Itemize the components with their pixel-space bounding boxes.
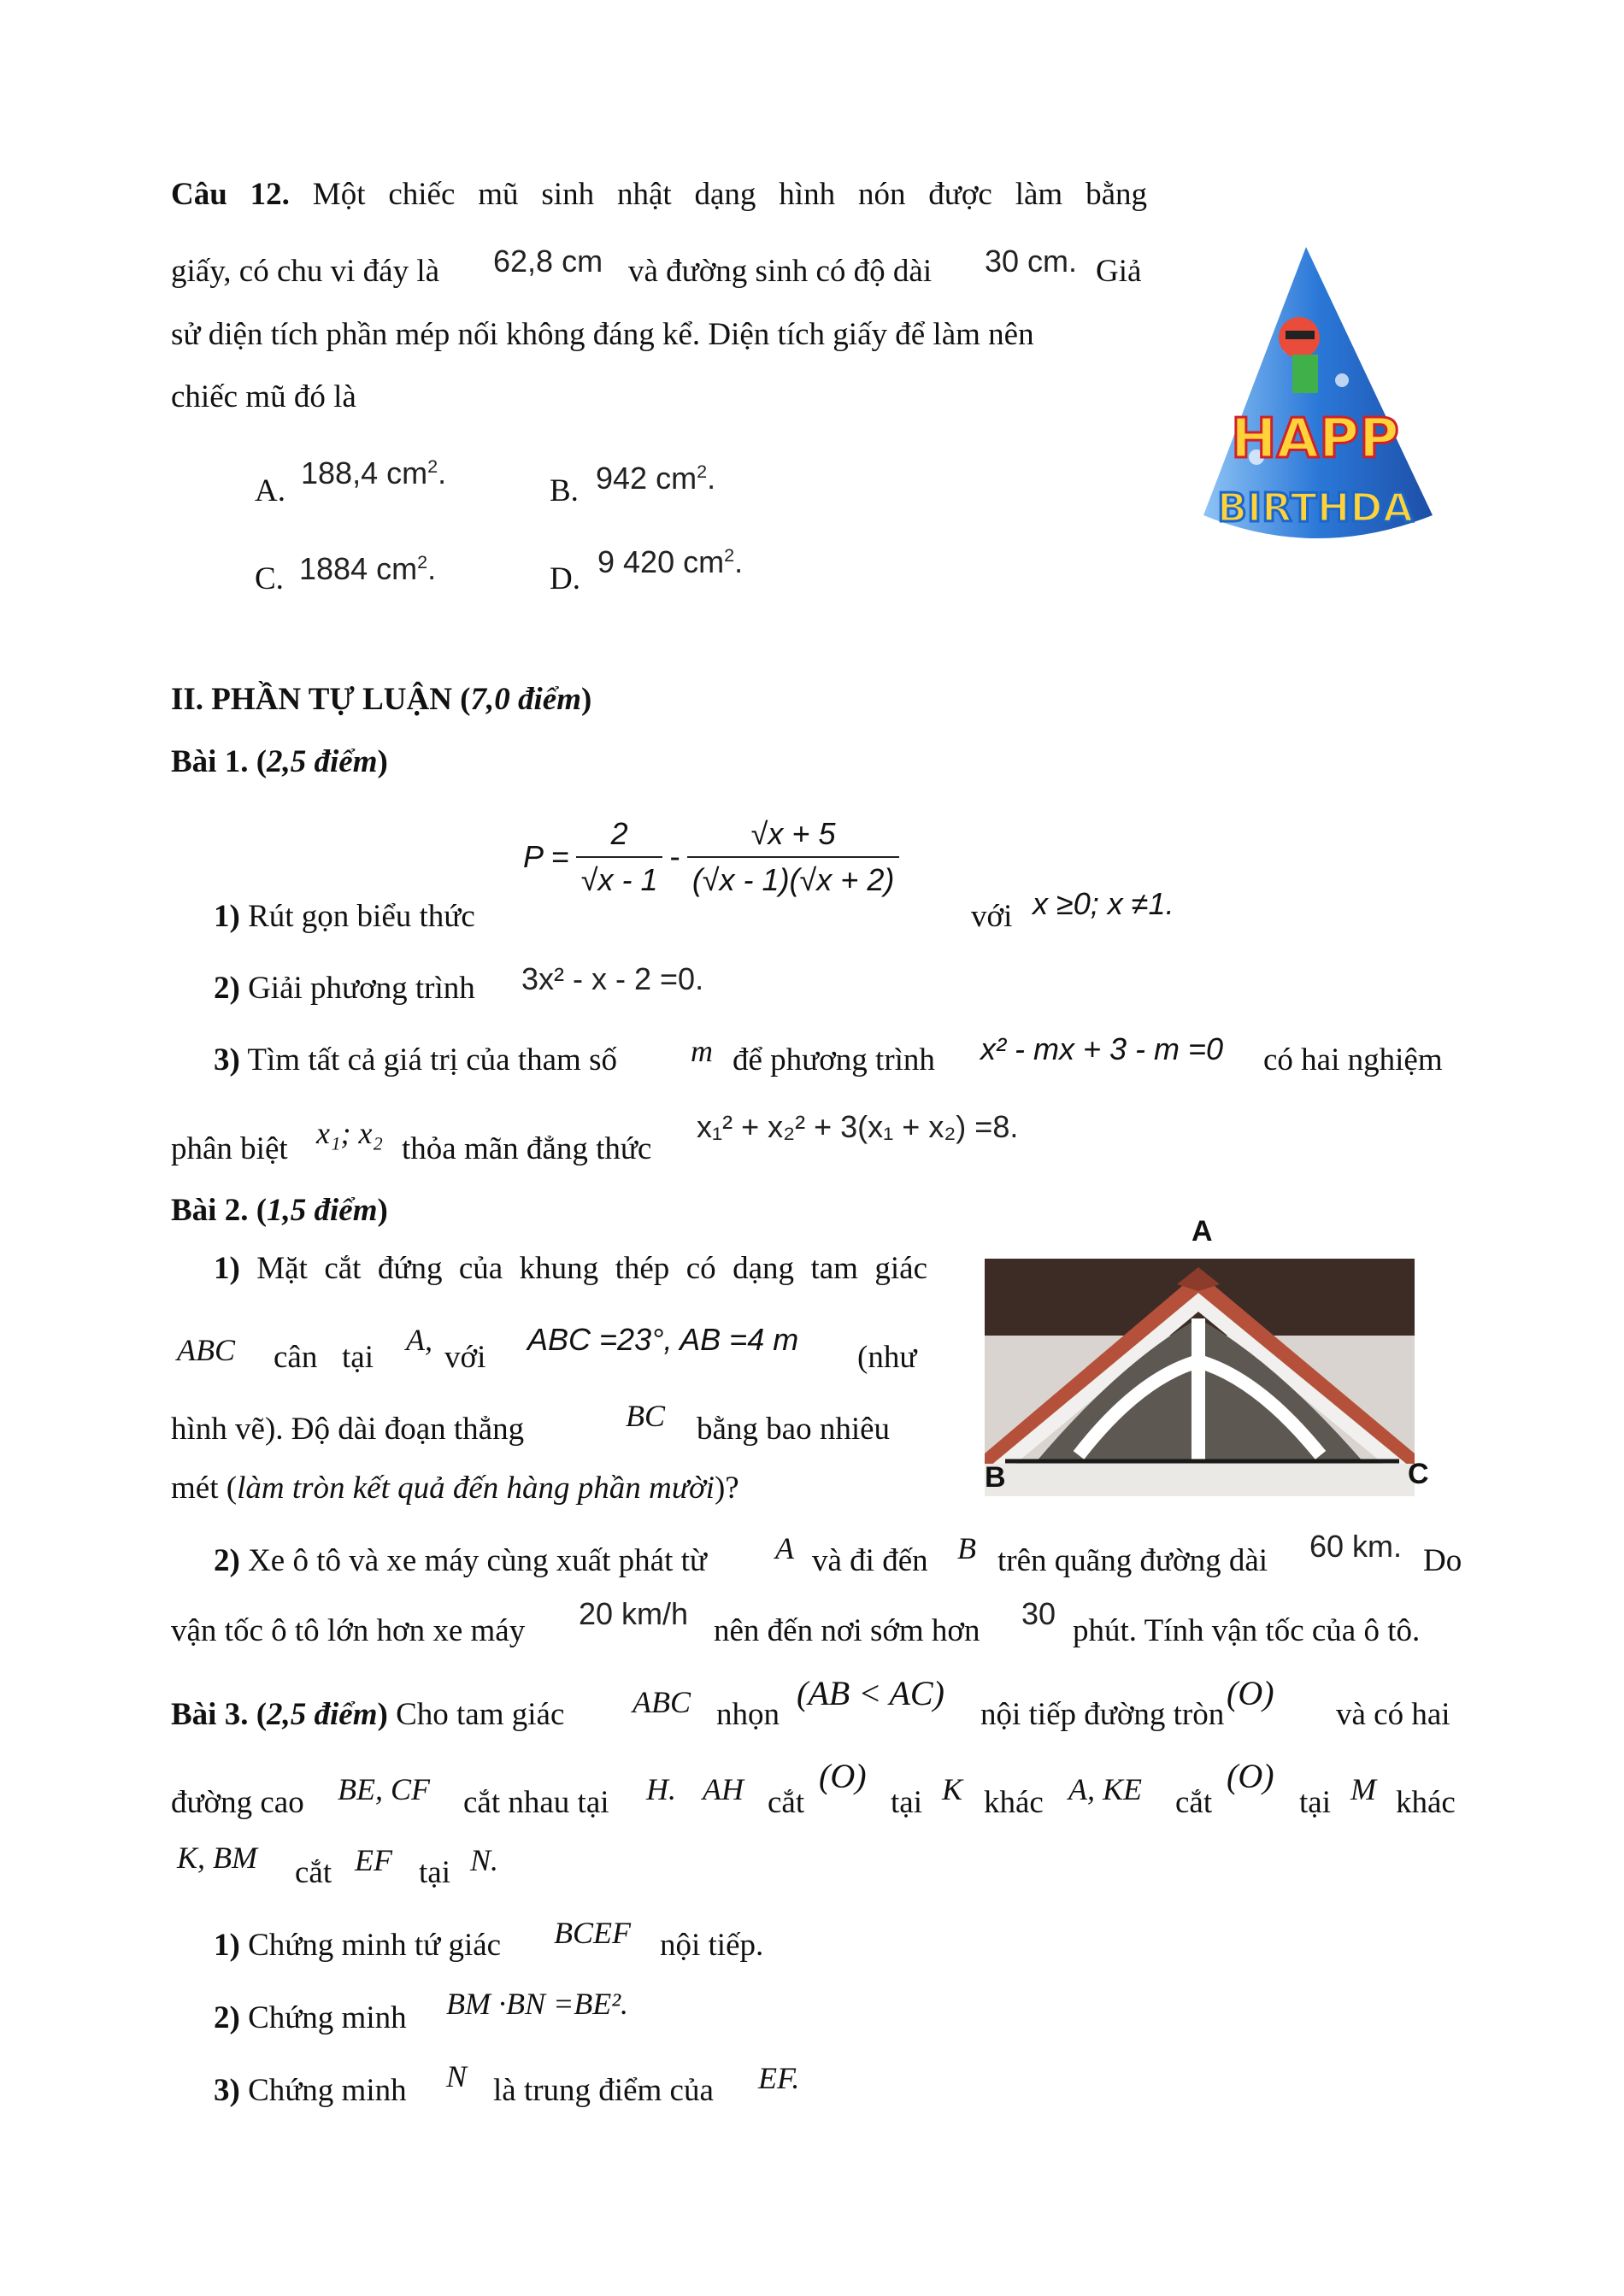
bai3-text-duongcao: đường cao — [171, 1785, 304, 1820]
bai1-formula: P = $\frac{2}{√x - 1}$ - $\frac{√x + 5}{(√x - 1)(√x + 2)}$ — [523, 810, 899, 904]
bai3-q3-text-b: là trung điểm của — [493, 2073, 714, 2108]
bai2-q1-nhu: (như — [857, 1340, 917, 1375]
bai3-q1-quad: BCEF — [554, 1916, 631, 1950]
bai2-q2-text-f: vận tốc ô tô lớn hơn xe máy — [171, 1613, 526, 1648]
bai2-q1-tai: tại — [342, 1340, 374, 1375]
q12-option-b[interactable]: B. — [550, 473, 579, 508]
bai2-q1-line3a: hình vẽ). Độ dài đoạn thẳng — [171, 1412, 525, 1447]
q12-text-2b: và đường sinh có độ dài — [628, 254, 933, 289]
q12-option-a-value: 188,4 $cm^2$. — [301, 455, 447, 490]
bai2-q1-can: cân — [274, 1340, 318, 1375]
q12-option-c-value: 1884 $cm^2$. — [299, 551, 437, 586]
bai3-text-cat2: cắt — [1175, 1785, 1213, 1820]
bai3-point-n: N. — [470, 1843, 499, 1877]
bai1-q2: 2) Giải phương trình — [214, 971, 475, 1006]
bai2-q1-voi: với — [444, 1340, 486, 1375]
bai2-q1-line3b: bằng bao nhiêu — [697, 1412, 891, 1447]
bai3-text-tai2: tại — [1299, 1785, 1331, 1820]
bai3-text-tai3: tại — [419, 1855, 450, 1890]
bai3-a-ke: A, KE — [1068, 1772, 1142, 1806]
bai1-q1: 1) Rút gọn biểu thức — [214, 899, 475, 934]
bai3-q2-equation: BM ·BN =BE². — [446, 1987, 629, 2021]
party-hat-image — [1197, 244, 1445, 573]
bai1-q3-text-d: phân biệt — [171, 1131, 288, 1166]
bai3-q1: 1) Chứng minh tứ giác — [214, 1928, 502, 1963]
bai3-circle-1: (O) — [1227, 1674, 1274, 1712]
bai3-text-noitiep: nội tiếp đường tròn — [980, 1697, 1225, 1732]
bai1-q3-text-b: để phương trình — [733, 1042, 935, 1078]
bai2-q1-bc: BC — [626, 1399, 666, 1433]
bai1-q1-with: với — [971, 899, 1013, 934]
bai3-point-m: M — [1350, 1772, 1376, 1806]
bai1-q2-equation: 3x² - x - 2 =0. — [521, 961, 704, 996]
figure-label-b: B — [985, 1461, 1006, 1494]
hat-text-birthday: BIRTHDA — [1217, 484, 1414, 531]
bai1-q3-m: m — [691, 1034, 713, 1068]
bai3-text-cat3: cắt — [295, 1855, 332, 1890]
bai3-text-cat1: cắt — [768, 1785, 805, 1820]
bai3-inequality: (AB < AC) — [797, 1674, 944, 1712]
q12-label: Câu 12. — [171, 177, 290, 212]
q12-circumference: 62,8 cm — [493, 244, 603, 279]
bai2-q1-condition: ABC =23°, AB =4 m — [527, 1322, 799, 1357]
bai2-q1-vertex: A, — [406, 1323, 432, 1357]
bai2-q2-text-c: trên quãng đường dài — [997, 1543, 1268, 1578]
bai3-text-khac1: khác — [984, 1785, 1044, 1820]
bai3-text-khac2: khác — [1396, 1785, 1456, 1820]
bai1-q3-text-c: có hai nghiệm — [1263, 1042, 1443, 1078]
bai2-q1-line1: 1) Mặt cắt đứng của khung thép có dạng tam giác — [214, 1251, 928, 1286]
bai2-q2-speed-diff: 20 km/h — [579, 1596, 689, 1631]
bai2-q2-minutes: 30 — [1021, 1596, 1056, 1631]
bai3-point-k: K — [942, 1772, 963, 1806]
bai1-q3-text-e: thỏa mãn đẳng thức — [402, 1131, 652, 1166]
q12-option-d-value: 9 420 $cm^2$. — [597, 544, 744, 579]
bai3-text-tai1: tại — [891, 1785, 922, 1820]
bai3-q2: 2) Chứng minh — [214, 2000, 407, 2035]
bai3-line1: Bài 3. (2,5 điểm) Cho tam giác — [171, 1697, 565, 1732]
bai2-title: Bài 2. (1,5 điểm) — [171, 1193, 388, 1228]
q12-option-d[interactable]: D. — [550, 561, 580, 596]
bai3-point-h: H. — [646, 1772, 676, 1806]
hat-text-happy: HAPP — [1231, 408, 1399, 471]
q12-line2 — [171, 253, 439, 291]
bai2-q2-point-b: B — [957, 1531, 976, 1565]
bai1-q1-condition: x ≥0; x ≠1. — [1033, 886, 1174, 921]
bai2-q2-text-h: nên đến nơi sớm hơn — [714, 1613, 980, 1648]
bai3-circle-3: (O) — [1227, 1757, 1274, 1795]
q12-text-3: sử diện tích phần mép nối không đáng kể. Diện tích giấy để làm nên — [171, 317, 1034, 352]
q12-text-2c: Giả — [1096, 254, 1142, 289]
bai3-circle-2: (O) — [819, 1757, 867, 1795]
bai2-q2-text-j: phút. Tính vận tốc của ô tô. — [1073, 1613, 1421, 1648]
bai3-q3-point-n: N — [446, 2059, 468, 2093]
section-title: II. PHẦN TỰ LUẬN (7,0 điểm) — [171, 682, 592, 717]
q12-slant-height: 30 cm. — [985, 244, 1078, 279]
bai2-q2-point-a: A — [775, 1531, 794, 1565]
bai3-k-bm: K, BM — [177, 1841, 257, 1875]
figure-label-c: C — [1408, 1458, 1429, 1490]
bai3-ef: EF — [355, 1843, 392, 1877]
q12-option-b-value: 942 $cm^2$. — [596, 461, 716, 496]
q12-text-2a: giấy, có chu vi đáy là — [171, 254, 440, 289]
q12-text-1: Một chiếc mũ sinh nhật dạng hình nón được làm bằng — [312, 177, 1147, 212]
bai2-q2-text-b: và đi đến — [812, 1543, 928, 1578]
bai3-text-cohai: và có hai — [1336, 1697, 1450, 1732]
bai2-q1-line4: mét (làm tròn kết quả đến hàng phần mười)? — [171, 1471, 739, 1506]
figure-label-a: A — [1192, 1215, 1213, 1248]
bai3-q1-text-b: nội tiếp. — [660, 1928, 764, 1963]
q12-option-a[interactable]: A. — [255, 473, 285, 508]
bai3-ah: AH — [703, 1772, 744, 1806]
q12-line1 — [171, 176, 1147, 214]
bai1-title: Bài 1. (2,5 điểm) — [171, 744, 388, 779]
q12-option-c[interactable]: C. — [255, 561, 284, 596]
bai2-q2-distance: 60 km. — [1309, 1529, 1403, 1564]
bai2-q2-text-e: Do — [1423, 1543, 1462, 1578]
bai1-q3: 3) Tìm tất cả giá trị của tham số — [214, 1042, 617, 1078]
bai2-q1-abc: ABC — [177, 1333, 235, 1367]
bai3-text-catnhau: cắt nhau tại — [463, 1785, 609, 1820]
bai3-triangle: ABC — [633, 1685, 691, 1719]
bai3-altitudes: BE, CF — [338, 1772, 430, 1806]
bai3-text-nhon: nhọn — [716, 1697, 780, 1732]
bai1-q3-roots: x₁; x₂ — [316, 1116, 383, 1150]
bai3-q3: 3) Chứng minh — [214, 2073, 407, 2108]
bai1-q3-condition: x₁² + x₂² + 3(x₁ + x₂) =8. — [697, 1109, 1019, 1144]
bai3-q3-ef: EF. — [758, 2061, 800, 2095]
bai2-q2: 2) Xe ô tô và xe máy cùng xuất phát từ — [214, 1543, 707, 1578]
roof-truss-image — [985, 1259, 1415, 1496]
q12-text-4: chiếc mũ đó là — [171, 379, 356, 414]
bai1-q3-equation: x² - mx + 3 - m =0 — [980, 1031, 1224, 1066]
